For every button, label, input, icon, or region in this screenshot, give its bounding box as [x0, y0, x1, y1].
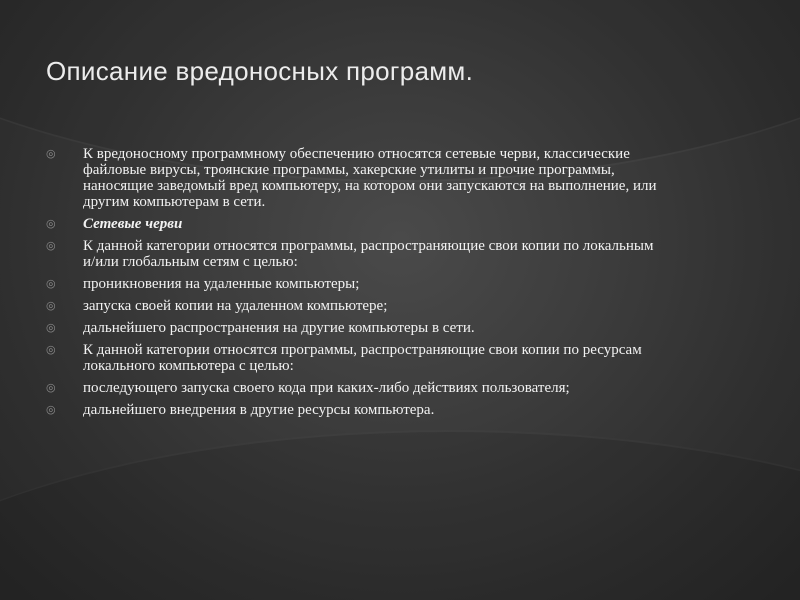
ring-bullet-icon: ◎: [46, 239, 56, 252]
list-item-text: дальнейшего распространения на другие компьютеры в сети.: [83, 320, 475, 336]
list-item-text: К данной категории относятся программы, распространяющие свои копии по ресурсам локального компьютера с целью:: [83, 342, 642, 374]
background-swoosh-bottom: [0, 430, 800, 600]
ring-bullet-icon: ◎: [46, 299, 56, 312]
list-item-text: последующего запуска своего кода при каких-либо действиях пользователя;: [83, 380, 570, 396]
slide-title: Описание вредоносных программ.: [46, 56, 474, 86]
section-heading: Сетевые черви: [83, 216, 183, 232]
list-item: [46, 298, 666, 314]
list-item: [46, 146, 666, 210]
list-item-text: дальнейшего внедрения в другие ресурсы компьютера.: [83, 402, 435, 418]
ring-bullet-icon: ◎: [46, 403, 56, 416]
list-item: [46, 238, 666, 270]
list-item: [46, 216, 666, 232]
ring-bullet-icon: ◎: [46, 147, 56, 160]
list-item-text: К данной категории относятся программы, распространяющие свои копии по локальным и/или глобальным сетям с целью:: [83, 238, 654, 270]
list-item-text: К вредоносному программному обеспечению относятся сетевые черви, классические файловые вирусы, троянские программы, хакерские утилиты и прочие программы, наносящие заведомый вред компьютеру, на котором они запускаются на выполнение, или другим компьютерам в сети.: [83, 146, 657, 210]
bullet-list: [46, 146, 666, 424]
ring-bullet-icon: ◎: [46, 381, 56, 394]
ring-bullet-icon: ◎: [46, 343, 56, 356]
list-item: [46, 320, 666, 336]
list-item: [46, 380, 666, 396]
list-item-text: проникновения на удаленные компьютеры;: [83, 276, 360, 292]
ring-bullet-icon: ◎: [46, 321, 56, 334]
list-item: [46, 402, 666, 418]
ring-bullet-icon: ◎: [46, 217, 56, 230]
list-item: [46, 276, 666, 292]
list-item-text: запуска своей копии на удаленном компьютере;: [83, 298, 388, 314]
ring-bullet-icon: ◎: [46, 277, 56, 290]
list-item: [46, 342, 666, 374]
